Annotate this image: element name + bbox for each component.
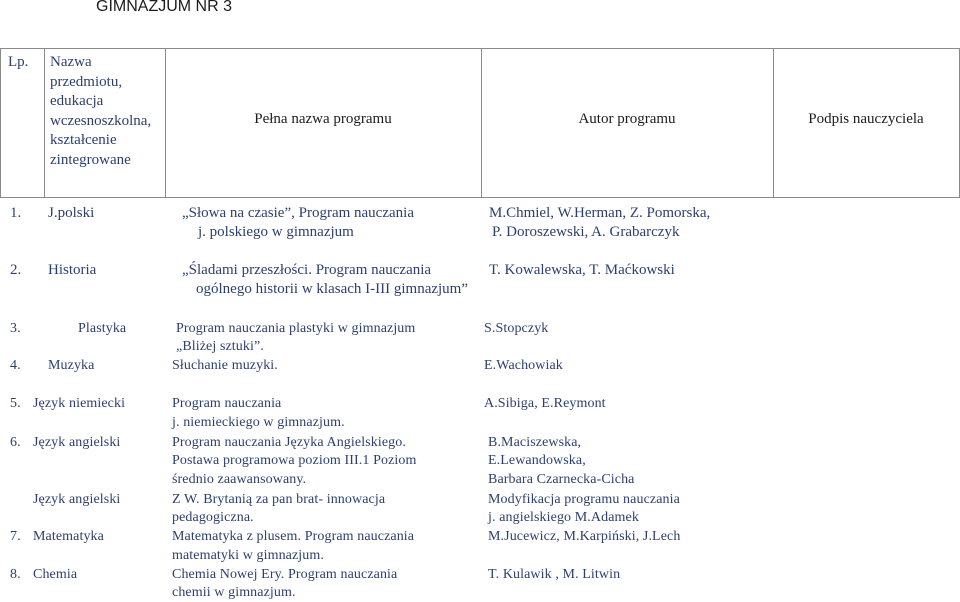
header-author: Autor programu: [578, 111, 676, 127]
row-program: chemii w gimnazjum.: [172, 585, 296, 600]
row-program: Chemia Nowej Ery. Program nauczania: [172, 567, 398, 582]
row-lp: 2.: [10, 262, 22, 278]
row-subject: Matematyka: [33, 529, 104, 544]
row-subject: Plastyka: [78, 321, 127, 336]
header-subject: Nazwa przedmiotu, edukacja wczesnoszkolna, kształcenie zintegrowane: [50, 54, 152, 168]
header-program: Pełna nazwa programu: [254, 111, 392, 127]
row-subject: Muzyka: [48, 358, 95, 373]
row-lp: 5.: [10, 396, 21, 411]
row-author: Modyfikacja programu nauczania: [488, 492, 680, 507]
row-author: E.Lewandowska,: [488, 453, 586, 468]
row-program: Postawa programowa poziom III.1 Poziom: [172, 453, 417, 468]
row-lp: 4.: [10, 358, 21, 373]
row-author: T. Kowalewska, T. Maćkowski: [489, 262, 675, 278]
row-lp: 6.: [10, 435, 21, 450]
row-program: Program nauczania plastyki w gimnazjum: [176, 321, 416, 336]
row-author: S.Stopczyk: [484, 321, 549, 336]
row-author: P. Doroszewski, A. Grabarczyk: [492, 224, 680, 240]
row-author: j. angielskiego M.Adamek: [488, 510, 639, 525]
row-author: E.Wachowiak: [484, 358, 563, 373]
row-author: Barbara Czarnecka-Cicha: [488, 472, 635, 487]
row-lp: 3.: [10, 321, 21, 336]
row-author: A.Sibiga, E.Reymont: [484, 396, 606, 411]
row-program: „Śladami przeszłości. Program nauczania: [182, 262, 432, 278]
row-subject: Język angielski: [33, 435, 121, 450]
row-program: Program nauczania: [172, 396, 282, 411]
row-program: Program nauczania Języka Angielskiego.: [172, 435, 406, 450]
row-program: ogólnego historii w klasach I-III gimnazjum”: [196, 281, 469, 297]
row-subject: J.polski: [48, 205, 95, 221]
row-subject: Chemia: [33, 567, 78, 582]
row-lp: 7.: [10, 529, 21, 544]
row-author: M.Chmiel, W.Herman, Z. Pomorska,: [489, 205, 711, 221]
row-author: M.Jucewicz, M.Karpiński, J.Lech: [488, 529, 681, 544]
row-program: Słuchanie muzyki.: [172, 358, 278, 373]
row-subject: Język angielski: [33, 492, 121, 507]
row-program: j. niemieckiego w gimnazjum.: [172, 415, 345, 430]
row-subject: Historia: [48, 262, 97, 278]
row-program: „Słowa na czasie”, Program nauczania: [182, 205, 414, 221]
document-title: GIMNAZJUM NR 3: [96, 0, 232, 15]
row-lp: 8.: [10, 567, 21, 582]
row-program: pedagogiczna.: [172, 510, 254, 525]
row-program: Matematyka z plusem. Program nauczania: [172, 529, 415, 544]
row-program: Z W. Brytanią za pan brat- innowacja: [172, 492, 386, 507]
row-author: T. Kulawik , M. Litwin: [488, 567, 621, 582]
row-program: średnio zaawansowany.: [172, 472, 307, 487]
row-program: „Bliżej sztuki”.: [176, 339, 264, 354]
row-lp: 1.: [10, 205, 22, 221]
row-program: matematyki w gimnazjum.: [172, 548, 324, 563]
row-subject: Język niemiecki: [33, 396, 126, 411]
header-signature: Podpis nauczyciela: [808, 111, 924, 127]
row-program: j. polskiego w gimnazjum: [198, 224, 354, 240]
row-author: B.Maciszewska,: [488, 435, 582, 450]
header-lp: Lp.: [8, 54, 29, 70]
